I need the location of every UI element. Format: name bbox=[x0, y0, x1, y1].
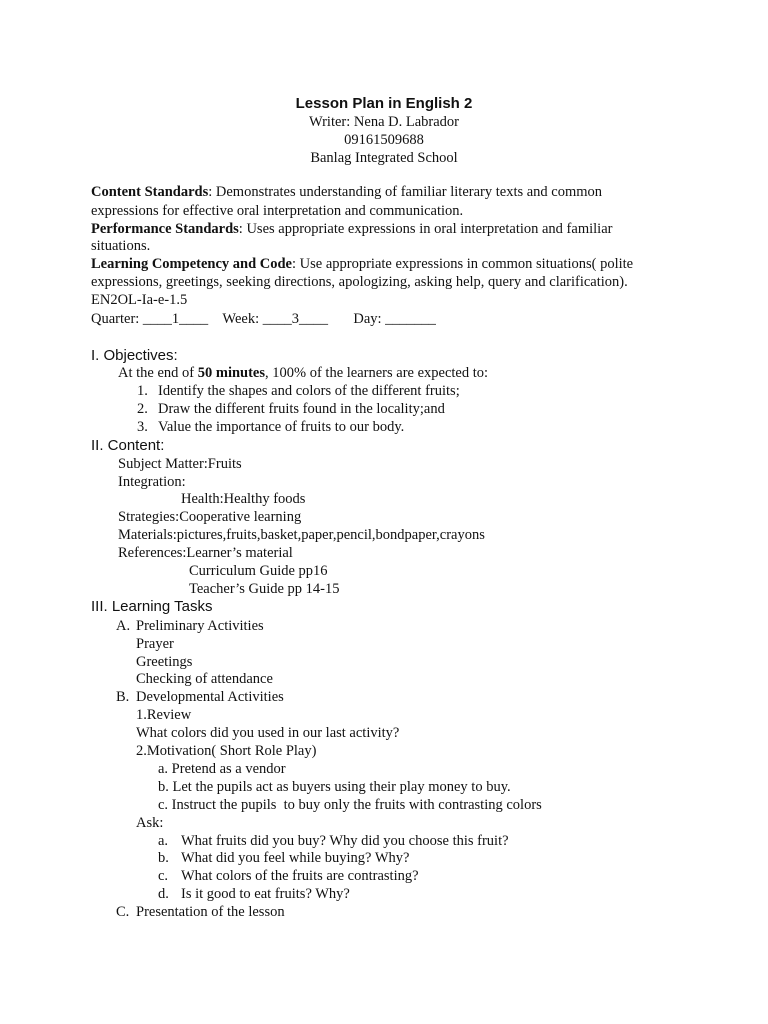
performance-standards-label: Performance Standards bbox=[91, 221, 239, 237]
learning-competency-cont: expressions, greetings, seeking directions, apologizing, asking help, query and clarification). bbox=[91, 274, 628, 290]
content-standards-text: : Demonstrates understanding of familiar literary texts and common bbox=[208, 184, 603, 200]
school-line: Banlag Integrated School bbox=[310, 150, 458, 166]
ask-question: What fruits did you buy? Why did you choose this fruit? bbox=[181, 833, 509, 849]
section-letter: B. bbox=[116, 689, 130, 705]
motivation-item: b. Let the pupils act as buyers using their play money to buy. bbox=[158, 779, 511, 795]
page-title: Lesson Plan in English 2 bbox=[295, 95, 473, 112]
objectives-intro-post: , 100% of the learners are expected to: bbox=[265, 365, 489, 381]
integration-label: Integration: bbox=[118, 474, 186, 490]
materials: Materials:pictures,fruits,basket,paper,pencil,bondpaper,crayons bbox=[118, 527, 485, 543]
objective-item: Draw the different fruits found in the locality;and bbox=[158, 401, 445, 417]
integration-health: Health:Healthy foods bbox=[181, 491, 306, 507]
objectives-intro-duration: 50 minutes bbox=[197, 365, 266, 381]
objectives-intro-pre: At the end of bbox=[118, 365, 198, 381]
ask-letter: c. bbox=[158, 868, 169, 884]
competency-code: EN2OL-Ia-e-1.5 bbox=[91, 292, 188, 308]
motivation-label: 2.Motivation( Short Role Play) bbox=[136, 743, 317, 759]
review-label: 1.Review bbox=[136, 707, 192, 723]
objective-number: 1. bbox=[137, 383, 148, 399]
objectives-heading: I. Objectives: bbox=[91, 347, 178, 364]
review-question: What colors did you used in our last activity? bbox=[136, 725, 400, 741]
objective-item: Value the importance of fruits to our body. bbox=[158, 419, 405, 435]
performance-standards-cont: situations. bbox=[91, 238, 151, 254]
ask-letter: b. bbox=[158, 850, 169, 866]
presentation-title: Presentation of the lesson bbox=[136, 904, 285, 920]
quarter-week-day-line: Quarter: ____1____ Week: ____3____ Day: _______ bbox=[91, 311, 436, 327]
objective-number: 3. bbox=[137, 419, 148, 435]
subject-matter: Subject Matter:Fruits bbox=[118, 456, 242, 472]
reference-teachers-guide: Teacher’s Guide pp 14-15 bbox=[189, 581, 340, 597]
learning-tasks-heading: III. Learning Tasks bbox=[91, 598, 213, 615]
learning-competency-label: Learning Competency and Code bbox=[91, 256, 292, 272]
performance-standards-text: : Uses appropriate expressions in oral interpretation and familiar bbox=[238, 221, 613, 237]
content-standards-cont: expressions for effective oral interpretation and communication. bbox=[91, 203, 464, 219]
section-letter: A. bbox=[116, 618, 131, 634]
preliminary-item: Checking of attendance bbox=[136, 671, 273, 687]
motivation-item: c. Instruct the pupils to buy only the fruits with contrasting colors bbox=[158, 797, 542, 813]
ask-question: What colors of the fruits are contrasting? bbox=[181, 868, 419, 884]
motivation-item: a. Pretend as a vendor bbox=[158, 761, 286, 777]
learning-competency-line bbox=[91, 255, 633, 273]
preliminary-item: Greetings bbox=[136, 654, 193, 670]
content-standards-line bbox=[91, 183, 602, 201]
ask-label: Ask: bbox=[136, 815, 164, 831]
performance-standards-line bbox=[91, 220, 612, 238]
preliminary-activities-title: Preliminary Activities bbox=[136, 618, 264, 634]
ask-question: Is it good to eat fruits? Why? bbox=[181, 886, 350, 902]
content-heading: II. Content: bbox=[91, 437, 165, 454]
reference-curriculum-guide: Curriculum Guide pp16 bbox=[189, 563, 328, 579]
ask-letter: a. bbox=[158, 833, 169, 849]
developmental-activities-title: Developmental Activities bbox=[136, 689, 284, 705]
phone-line: 09161509688 bbox=[344, 132, 424, 148]
writer-line: Writer: Nena D. Labrador bbox=[309, 114, 459, 130]
ask-question: What did you feel while buying? Why? bbox=[181, 850, 410, 866]
ask-letter: d. bbox=[158, 886, 169, 902]
objective-number: 2. bbox=[137, 401, 148, 417]
preliminary-item: Prayer bbox=[136, 636, 174, 652]
strategies: Strategies:Cooperative learning bbox=[118, 509, 302, 525]
learning-competency-text: : Use appropriate expressions in common situations( polite bbox=[292, 256, 634, 272]
references: References:Learner’s material bbox=[118, 545, 293, 561]
content-standards-label: Content Standards bbox=[91, 184, 209, 200]
section-letter: C. bbox=[116, 904, 130, 920]
objective-item: Identify the shapes and colors of the different fruits; bbox=[158, 383, 460, 399]
objectives-intro bbox=[118, 364, 488, 382]
